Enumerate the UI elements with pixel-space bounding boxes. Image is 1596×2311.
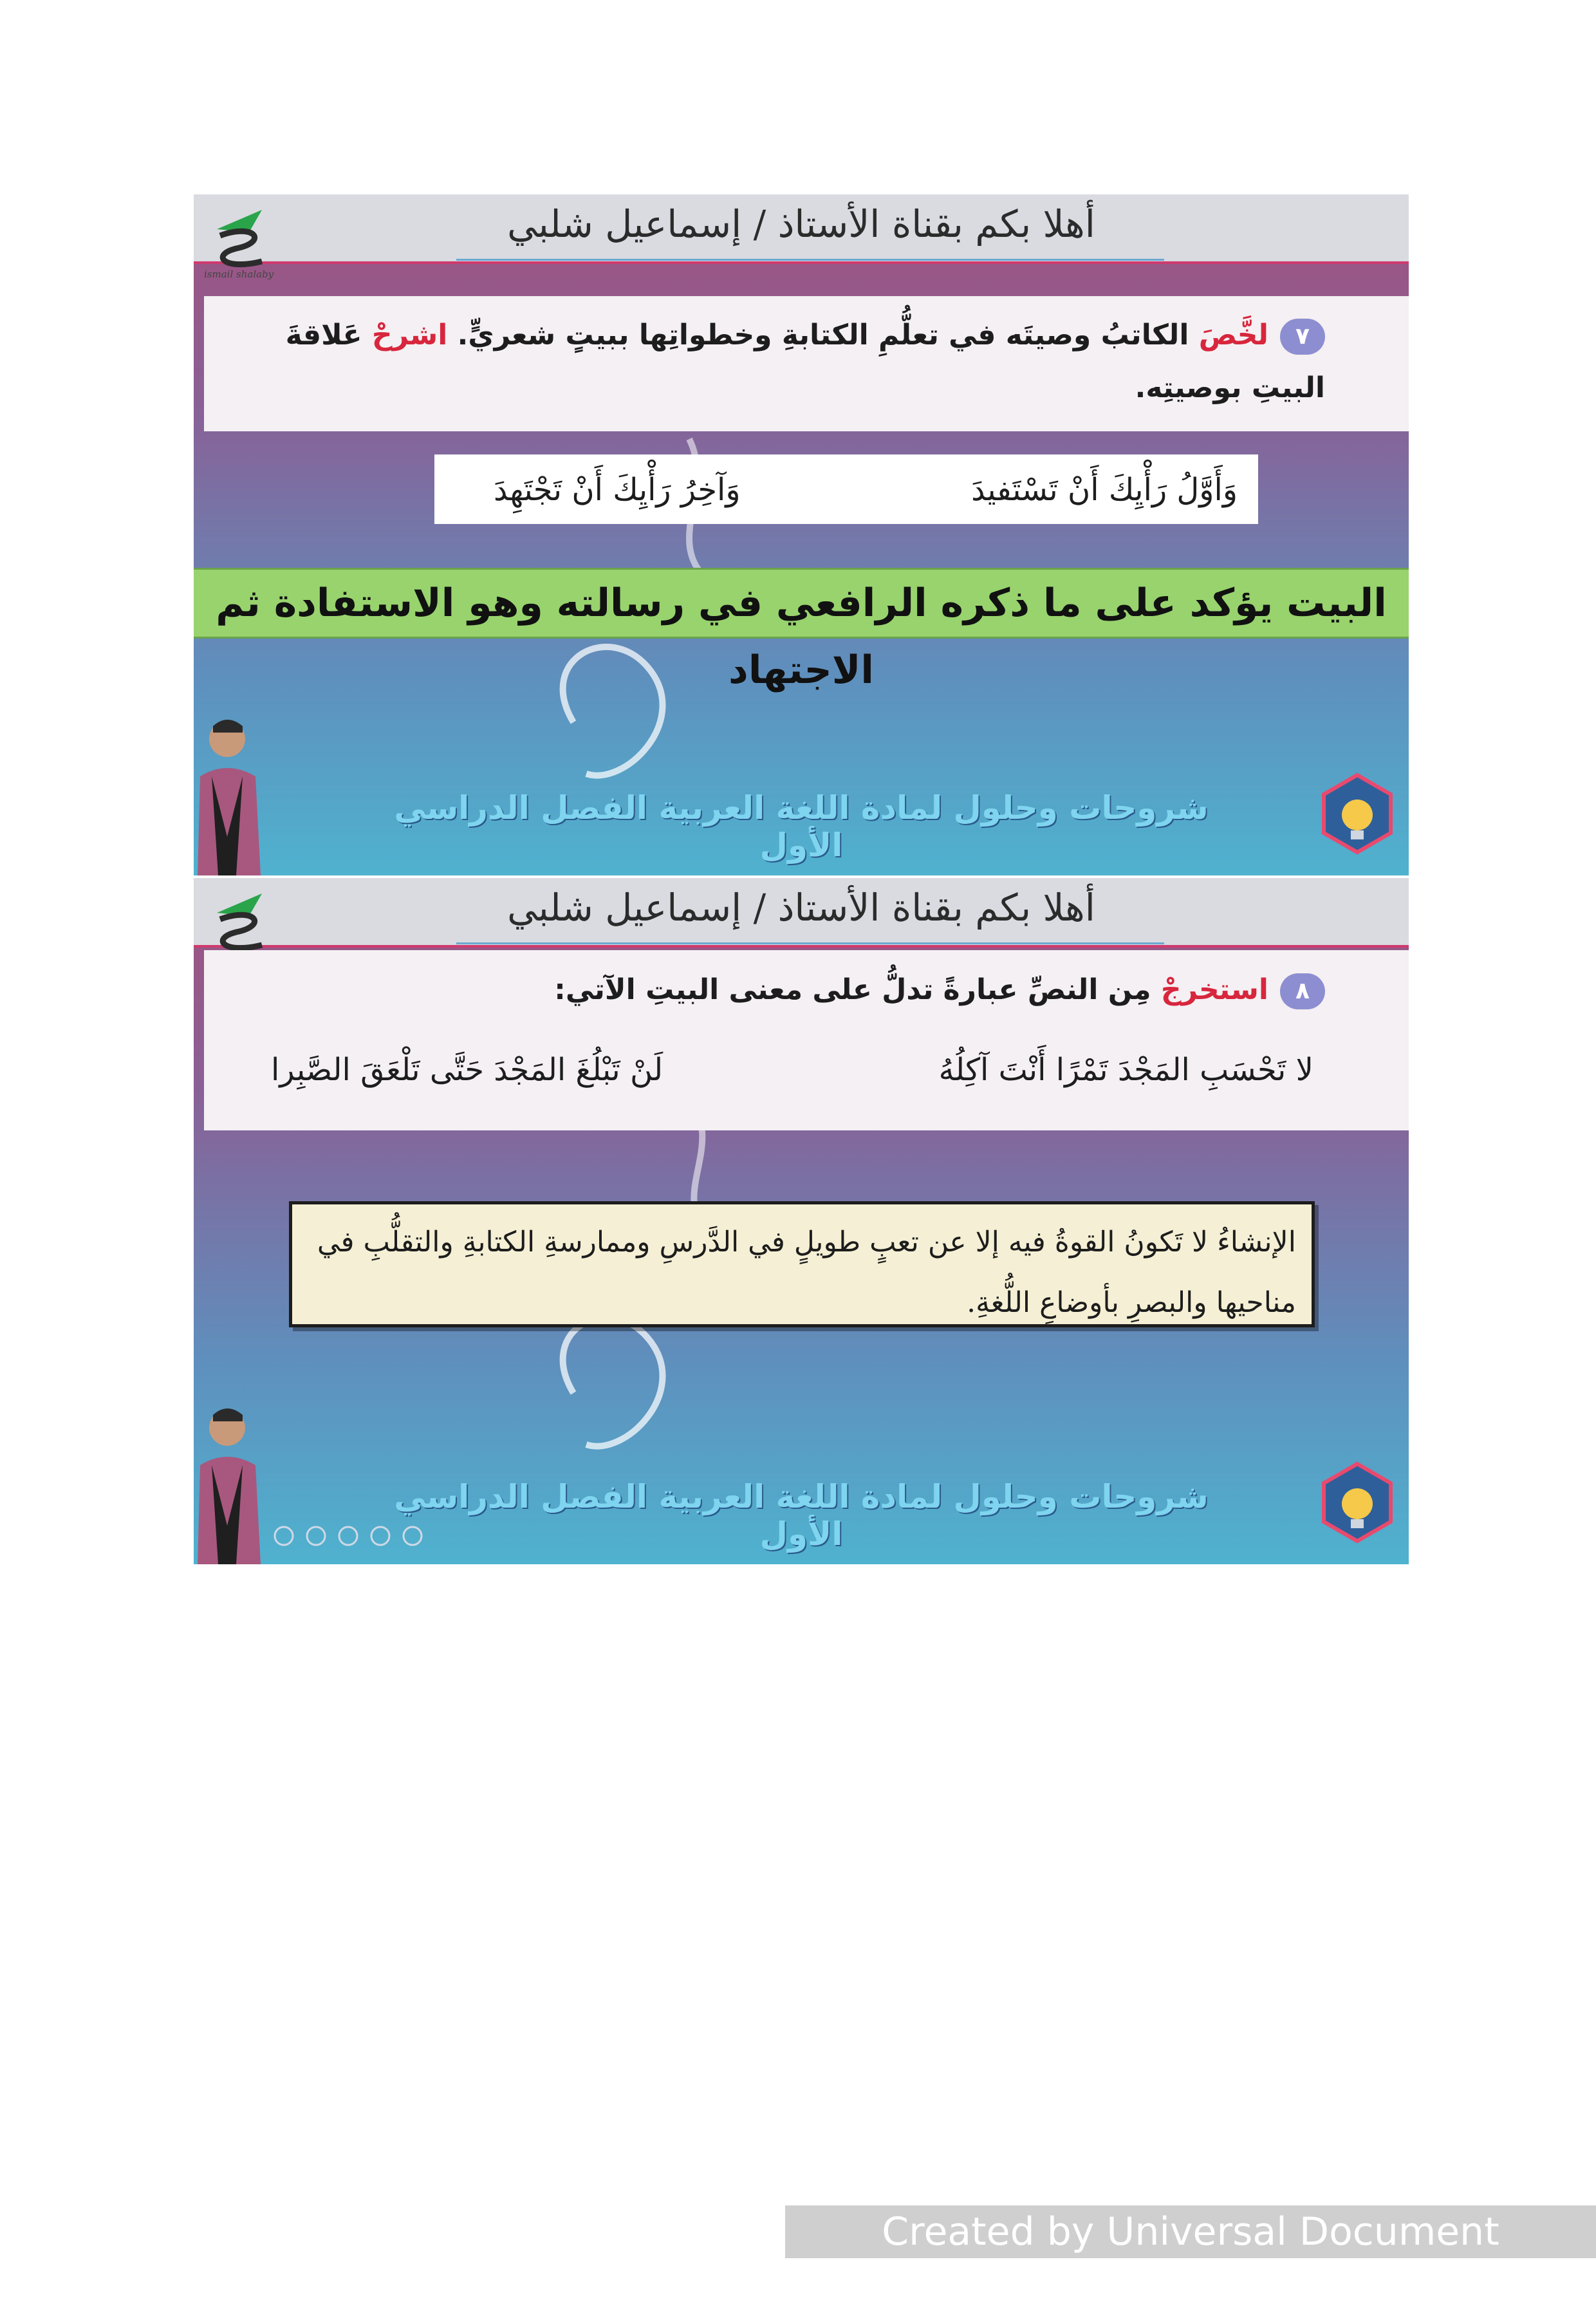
teacher-photo	[194, 715, 264, 875]
converter-watermark: Created by Universal Document Converter	[785, 2205, 1596, 2258]
answer-banner: البيت يؤكد على ما ذكره الرافعي في رسالته وهو الاستفادة ثم الاجتهاد	[194, 568, 1409, 639]
question-verb-2: اشرحْ	[371, 319, 448, 351]
slide-header	[194, 194, 1409, 264]
slide-header	[194, 878, 1409, 948]
question-verb: استخرجْ	[1160, 973, 1268, 1006]
slide-2	[194, 878, 1409, 1564]
lightbulb-badge-icon	[1319, 1461, 1396, 1551]
question-verb: لخَّصَ	[1198, 319, 1268, 351]
verse-line	[271, 1038, 1313, 1102]
question-box	[204, 296, 1409, 431]
footer-caption: شروحات وحلول لمادة اللغة العربية الفصل الدراسي الأول	[394, 789, 1209, 864]
footer-caption: شروحات وحلول لمادة اللغة العربية الفصل الدراسي الأول	[394, 1478, 1209, 1553]
prev-icon[interactable]	[275, 1527, 293, 1545]
question-text: الكاتبُ وصيتَه في تعلُّمِ الكتابةِ وخطواتِها ببيتٍ شعريٍّ.	[447, 319, 1199, 351]
question-number-badge: ٨	[1280, 973, 1325, 1009]
question-text: مِن النصِّ عبارةً تدلُّ على معنى البيتِ الآتي:	[554, 973, 1161, 1006]
logo-caption: ismail shalaby	[204, 268, 274, 280]
verse-box	[434, 454, 1258, 524]
pen-icon[interactable]	[307, 1527, 325, 1545]
verse-first-hemistich: وَأَوَّلُ رَأْيِكَ أَنْ تَسْتَفيدَ	[971, 472, 1238, 508]
answer-quote-box: الإنشاءُ لا تَكونُ القوةُ فيه إلا عن تعبٍ طويلٍ في الدَّرسِ وممارسةِ الكتابةِ والتقلُّبِ في مناحيها والبصرِ بأوضاعِ اللُّغةِ.	[289, 1201, 1315, 1327]
verse-first-hemistich: لا تَحْسَبِ المَجْدَ تَمْرًا أَنْتَ آكِلُهُ	[938, 1052, 1313, 1088]
channel-logo-icon	[198, 197, 281, 281]
question-text-2: عَلاقةَ البيتِ بوصيتِه.	[285, 319, 1325, 404]
header-underline	[456, 259, 1164, 261]
verse-second-hemistich: وَآخِرُ رَأْيِكَ أَنْ تَجْتَهِدَ	[494, 472, 741, 508]
slide-1	[194, 194, 1409, 875]
header-underline	[456, 942, 1164, 944]
lightbulb-badge-icon	[1319, 772, 1396, 863]
header-title: أهلا بكم بقناة الأستاذ / إسماعيل شلبي	[507, 886, 1095, 930]
header-title: أهلا بكم بقناة الأستاذ / إسماعيل شلبي	[507, 202, 1095, 246]
question-number-badge: ٧	[1280, 319, 1325, 355]
teacher-photo	[194, 1403, 264, 1564]
verse-second-hemistich: لَنْ تَبْلُغَ المَجْدَ حَتَّى تَلْعَقَ الصَّبِرا	[271, 1052, 663, 1088]
slides-icon[interactable]	[339, 1527, 357, 1545]
